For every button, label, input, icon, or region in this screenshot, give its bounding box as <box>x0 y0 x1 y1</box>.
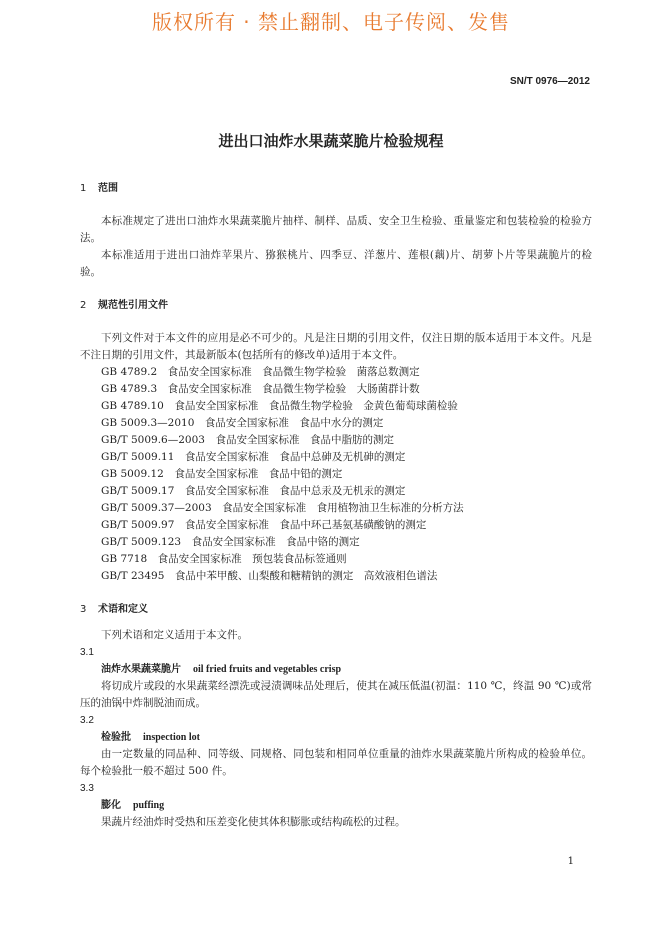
paragraph: 下列文件对于本文件的应用是必不可少的。凡是注日期的引用文件，仅注日期的版本适用于本文件。凡是不注日期的引用文件，其最新版本(包括所有的修改单)适用于本文件。 <box>80 332 592 361</box>
term-number: 3.3 <box>80 783 94 794</box>
section-number: 1 <box>80 183 87 194</box>
reference-list <box>80 364 592 585</box>
term-definition: 果蔬片经油炸时受热和压差变化使其体积膨胀或结构疏松的过程。 <box>101 816 406 828</box>
reference-item: GB/T 5009.123 食品安全国家标准 食品中铬的测定 <box>101 536 360 548</box>
paragraph: 本标准适用于进出口油炸苹果片、猕猴桃片、四季豆、洋葱片、莲根(藕)片、胡萝卜片等果蔬脆片的检验。 <box>80 249 592 278</box>
term-number: 3.2 <box>80 715 94 726</box>
term-en: inspection lot <box>143 732 200 743</box>
standard-code: SN/T 0976—2012 <box>509 76 590 87</box>
reference-item: GB 4789.3 食品安全国家标准 食品微生物学检验 大肠菌群计数 <box>101 383 420 395</box>
term-number: 3.1 <box>80 647 94 658</box>
term-cn: 膨化 <box>101 800 121 811</box>
reference-item: GB 4789.10 食品安全国家标准 食品微生物学检验 金黄色葡萄球菌检验 <box>101 400 458 412</box>
term-definition: 将切成片或段的水果蔬菜经漂洗或浸渍调味品处理后，使其在减压低温(初温：110 ℃，终温 90 ℃)或常压的油锅中炸制脱油而成。 <box>80 680 592 709</box>
reference-item: GB/T 5009.17 食品安全国家标准 食品中总汞及无机汞的测定 <box>101 485 406 497</box>
section-title: 术语和定义 <box>98 604 148 615</box>
section-number: 2 <box>80 300 87 311</box>
page-number: 1 <box>567 856 574 867</box>
paragraph: 下列术语和定义适用于本文件。 <box>101 629 248 641</box>
reference-item: GB/T 5009.6—2003 食品安全国家标准 食品中脂肪的测定 <box>101 434 394 446</box>
term-cn: 检验批 <box>101 732 131 743</box>
reference-item: GB 5009.12 食品安全国家标准 食品中铅的测定 <box>101 468 343 480</box>
reference-item: GB 7718 食品安全国家标准 预包装食品标签通则 <box>101 553 347 565</box>
section-heading-terms <box>80 601 592 618</box>
section-title: 范围 <box>98 183 118 194</box>
reference-item: GB 5009.3—2010 食品安全国家标准 食品中水分的测定 <box>101 417 384 429</box>
reference-item: GB/T 23495 食品中苯甲酸、山梨酸和糖精钠的测定 高效液相色谱法 <box>101 570 438 582</box>
term-title <box>80 797 592 814</box>
reference-item: GB/T 5009.97 食品安全国家标准 食品中环己基氨基磺酸钠的测定 <box>101 519 427 531</box>
section-heading-scope <box>80 180 592 197</box>
term-cn: 油炸水果蔬菜脆片 <box>101 664 181 675</box>
document-body <box>80 180 592 831</box>
term-title <box>80 661 592 678</box>
copyright-banner: 版权所有 · 禁止翻制、电子传阅、发售 <box>151 10 511 34</box>
term-title <box>80 729 592 746</box>
term-en: oil fried fruits and vegetables crisp <box>193 664 342 675</box>
reference-item: GB/T 5009.11 食品安全国家标准 食品中总砷及无机砷的测定 <box>101 451 406 463</box>
term-en: puffing <box>133 800 165 811</box>
section-heading-references <box>80 297 592 314</box>
section-title: 规范性引用文件 <box>98 300 168 311</box>
reference-item: GB 4789.2 食品安全国家标准 食品微生物学检验 菌落总数测定 <box>101 366 420 378</box>
paragraph: 本标准规定了进出口油炸水果蔬菜脆片抽样、制样、品质、安全卫生检验、重量鉴定和包装检验的检验方法。 <box>80 215 592 244</box>
page-title: 进出口油炸水果蔬菜脆片检验规程 <box>218 132 444 150</box>
reference-item: GB/T 5009.37—2003 食品安全国家标准 食用植物油卫生标准的分析方法 <box>101 502 464 514</box>
section-number: 3 <box>80 604 87 615</box>
term-definition: 由一定数量的同品种、同等级、同规格、同包装和相同单位重量的油炸水果蔬菜脆片所构成的检验单位。每个检验批一般不超过 500 件。 <box>80 748 592 777</box>
